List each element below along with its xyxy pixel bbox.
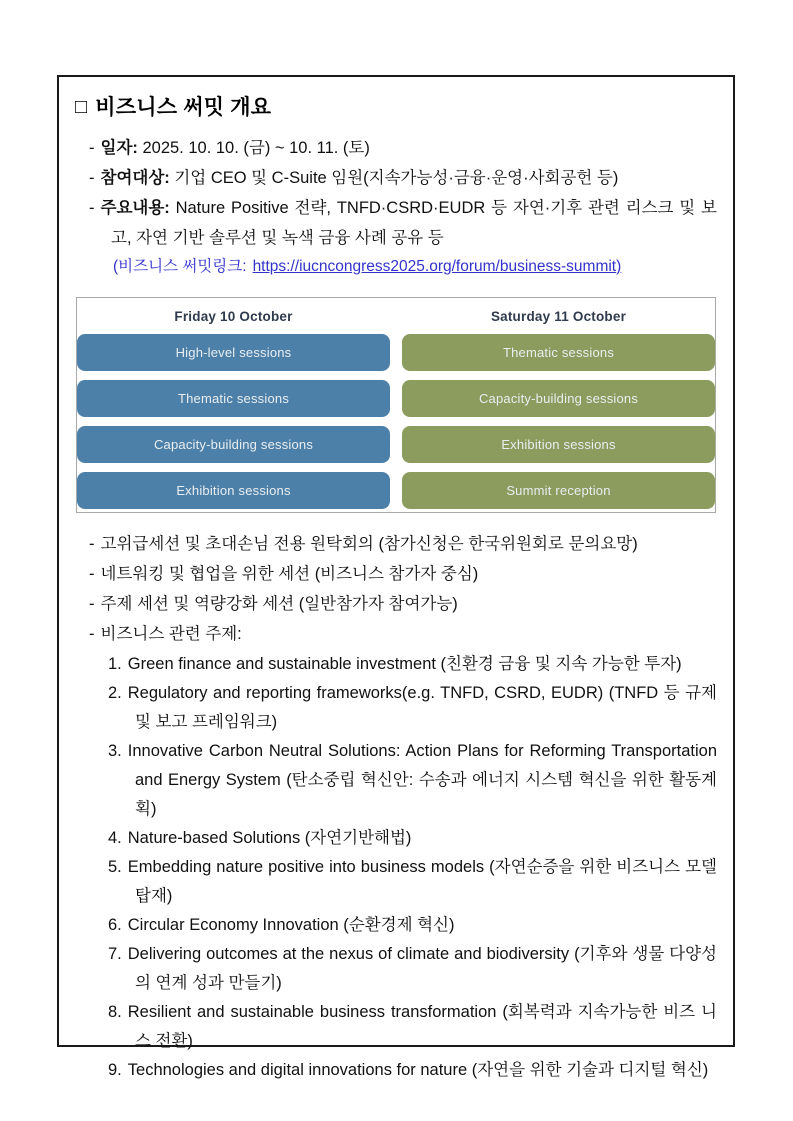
dash-marker: - [89, 565, 95, 583]
dash-marker: - [89, 199, 95, 217]
session-block-friday [77, 334, 390, 371]
info-text: Nature Positive 전략, TNFD·CSRD·EUDR 등 자연·기후 관련 리스크 및 보고, 자연 기반 솔루션 및 녹색 금융 사례 공유 등 [111, 199, 717, 247]
info-row [75, 193, 717, 253]
topic-item [75, 737, 717, 824]
topic-number: 7. [108, 945, 122, 963]
topic-item [75, 940, 717, 998]
info-label: 참여대상: [100, 169, 170, 187]
topic-item [75, 853, 717, 911]
info-text: 2025. 10. 10. (금) ~ 10. 11. (토) [142, 139, 370, 157]
bullet-row [75, 619, 717, 649]
summit-link-url: https://iucncongress2025.org/forum/business-summit [252, 258, 617, 275]
info-label: 주요내용: [100, 199, 170, 217]
bullet-row [75, 589, 717, 619]
bullet-text: 고위급세션 및 초대손님 전용 원탁회의 (참가신청은 한국위원회로 문의요망) [100, 535, 638, 553]
session-label: Capacity-building sessions [478, 391, 639, 406]
session-block-saturday [402, 472, 715, 509]
bullet-text: 주제 세션 및 역량강화 세션 (일반참가자 참여가능) [100, 595, 458, 613]
topic-item [75, 824, 717, 853]
session-block-friday [77, 472, 390, 509]
topic-item [75, 998, 717, 1056]
schedule-header-saturday: Saturday 11 October [490, 308, 627, 324]
session-block-friday [77, 380, 390, 417]
summit-overview-box [57, 75, 735, 1079]
dash-marker: - [89, 595, 95, 613]
topic-text: Circular Economy Innovation (순환경제 혁신) [127, 916, 455, 934]
bullet-row [75, 529, 717, 559]
topic-number: 3. [108, 742, 122, 760]
info-label: 일자: [100, 139, 138, 157]
topic-text: Embedding nature positive into business models (자연순증을 위한 비즈니스 모델 탑재) [127, 858, 717, 905]
info-row [75, 163, 717, 193]
dash-marker: - [89, 139, 95, 157]
topic-number: 8. [108, 1003, 122, 1021]
page-title [75, 91, 717, 121]
summit-link-line [75, 253, 717, 281]
topic-item [75, 679, 717, 737]
schedule-table [76, 297, 716, 513]
topic-number: 2. [108, 684, 122, 702]
bullet-row [75, 559, 717, 589]
session-block-saturday [402, 426, 715, 463]
session-label: Thematic sessions [177, 391, 290, 406]
square-bullet-icon: □ [75, 96, 88, 118]
topic-number: 9. [108, 1061, 122, 1079]
topic-item [75, 911, 717, 940]
schedule-header-friday: Friday 10 October [174, 308, 293, 324]
bullet-text: 네트워킹 및 협업을 위한 세션 (비즈니스 참가자 중심) [100, 565, 479, 583]
summit-link[interactable] [253, 258, 622, 275]
link-prefix: (비즈니스 써밋링크: [113, 258, 247, 275]
topic-text: Regulatory and reporting frameworks(e.g. TNFD, CSRD, EUDR) (TNFD 등 규제 및 보고 프레임워크) [127, 684, 717, 731]
bullet-list [75, 529, 717, 649]
session-label: Capacity-building sessions [153, 437, 314, 452]
topic-text: Resilient and sustainable business transformation (회복력과 지속가능한 비즈 니스 전환) [127, 1003, 717, 1050]
schedule-column-saturday [402, 298, 715, 512]
info-text: 기업 CEO 및 C-Suite 임원(지속가능성·금융·운영·사회공헌 등) [174, 169, 619, 187]
info-row [75, 133, 717, 163]
session-label: Thematic sessions [502, 345, 615, 360]
topic-number: 5. [108, 858, 122, 876]
session-label: Exhibition sessions [176, 483, 291, 498]
link-suffix: ) [616, 258, 622, 275]
dash-marker: - [89, 169, 95, 187]
session-block-saturday [402, 334, 715, 371]
session-label: Exhibition sessions [501, 437, 616, 452]
session-block-friday [77, 426, 390, 463]
session-label: High-level sessions [175, 345, 292, 360]
topic-item [75, 650, 717, 679]
topic-text: Technologies and digital innovations for nature (자연을 위한 기술과 디지털 혁신) [127, 1061, 709, 1079]
topic-number: 6. [108, 916, 122, 934]
session-label: Summit reception [506, 483, 611, 498]
topic-text: Nature-based Solutions (자연기반해법) [127, 829, 412, 847]
schedule-column-friday [77, 298, 390, 512]
session-block-saturday [402, 380, 715, 417]
topic-item [75, 1056, 717, 1085]
topic-number: 4. [108, 829, 122, 847]
page-title-text: 비즈니스 써밋 개요 [95, 96, 272, 119]
topic-list [75, 650, 717, 1085]
topic-text: Green finance and sustainable investment (친환경 금융 및 지속 가능한 투자) [127, 655, 682, 673]
topic-text: Delivering outcomes at the nexus of climate and biodiversity (기후와 생물 다양성의 연계 성과 만들기) [127, 945, 717, 992]
info-list [75, 133, 717, 253]
dash-marker: - [89, 535, 95, 553]
topic-text: Innovative Carbon Neutral Solutions: Action Plans for Reforming Transportation and Energy System (탄소중립 혁신안: 수송과 에너지 시스템 혁신을 위한 활동계획) [127, 742, 717, 818]
topic-number: 1. [108, 655, 122, 673]
bullet-text: 비즈니스 관련 주제: [100, 625, 242, 643]
dash-marker: - [89, 625, 95, 643]
